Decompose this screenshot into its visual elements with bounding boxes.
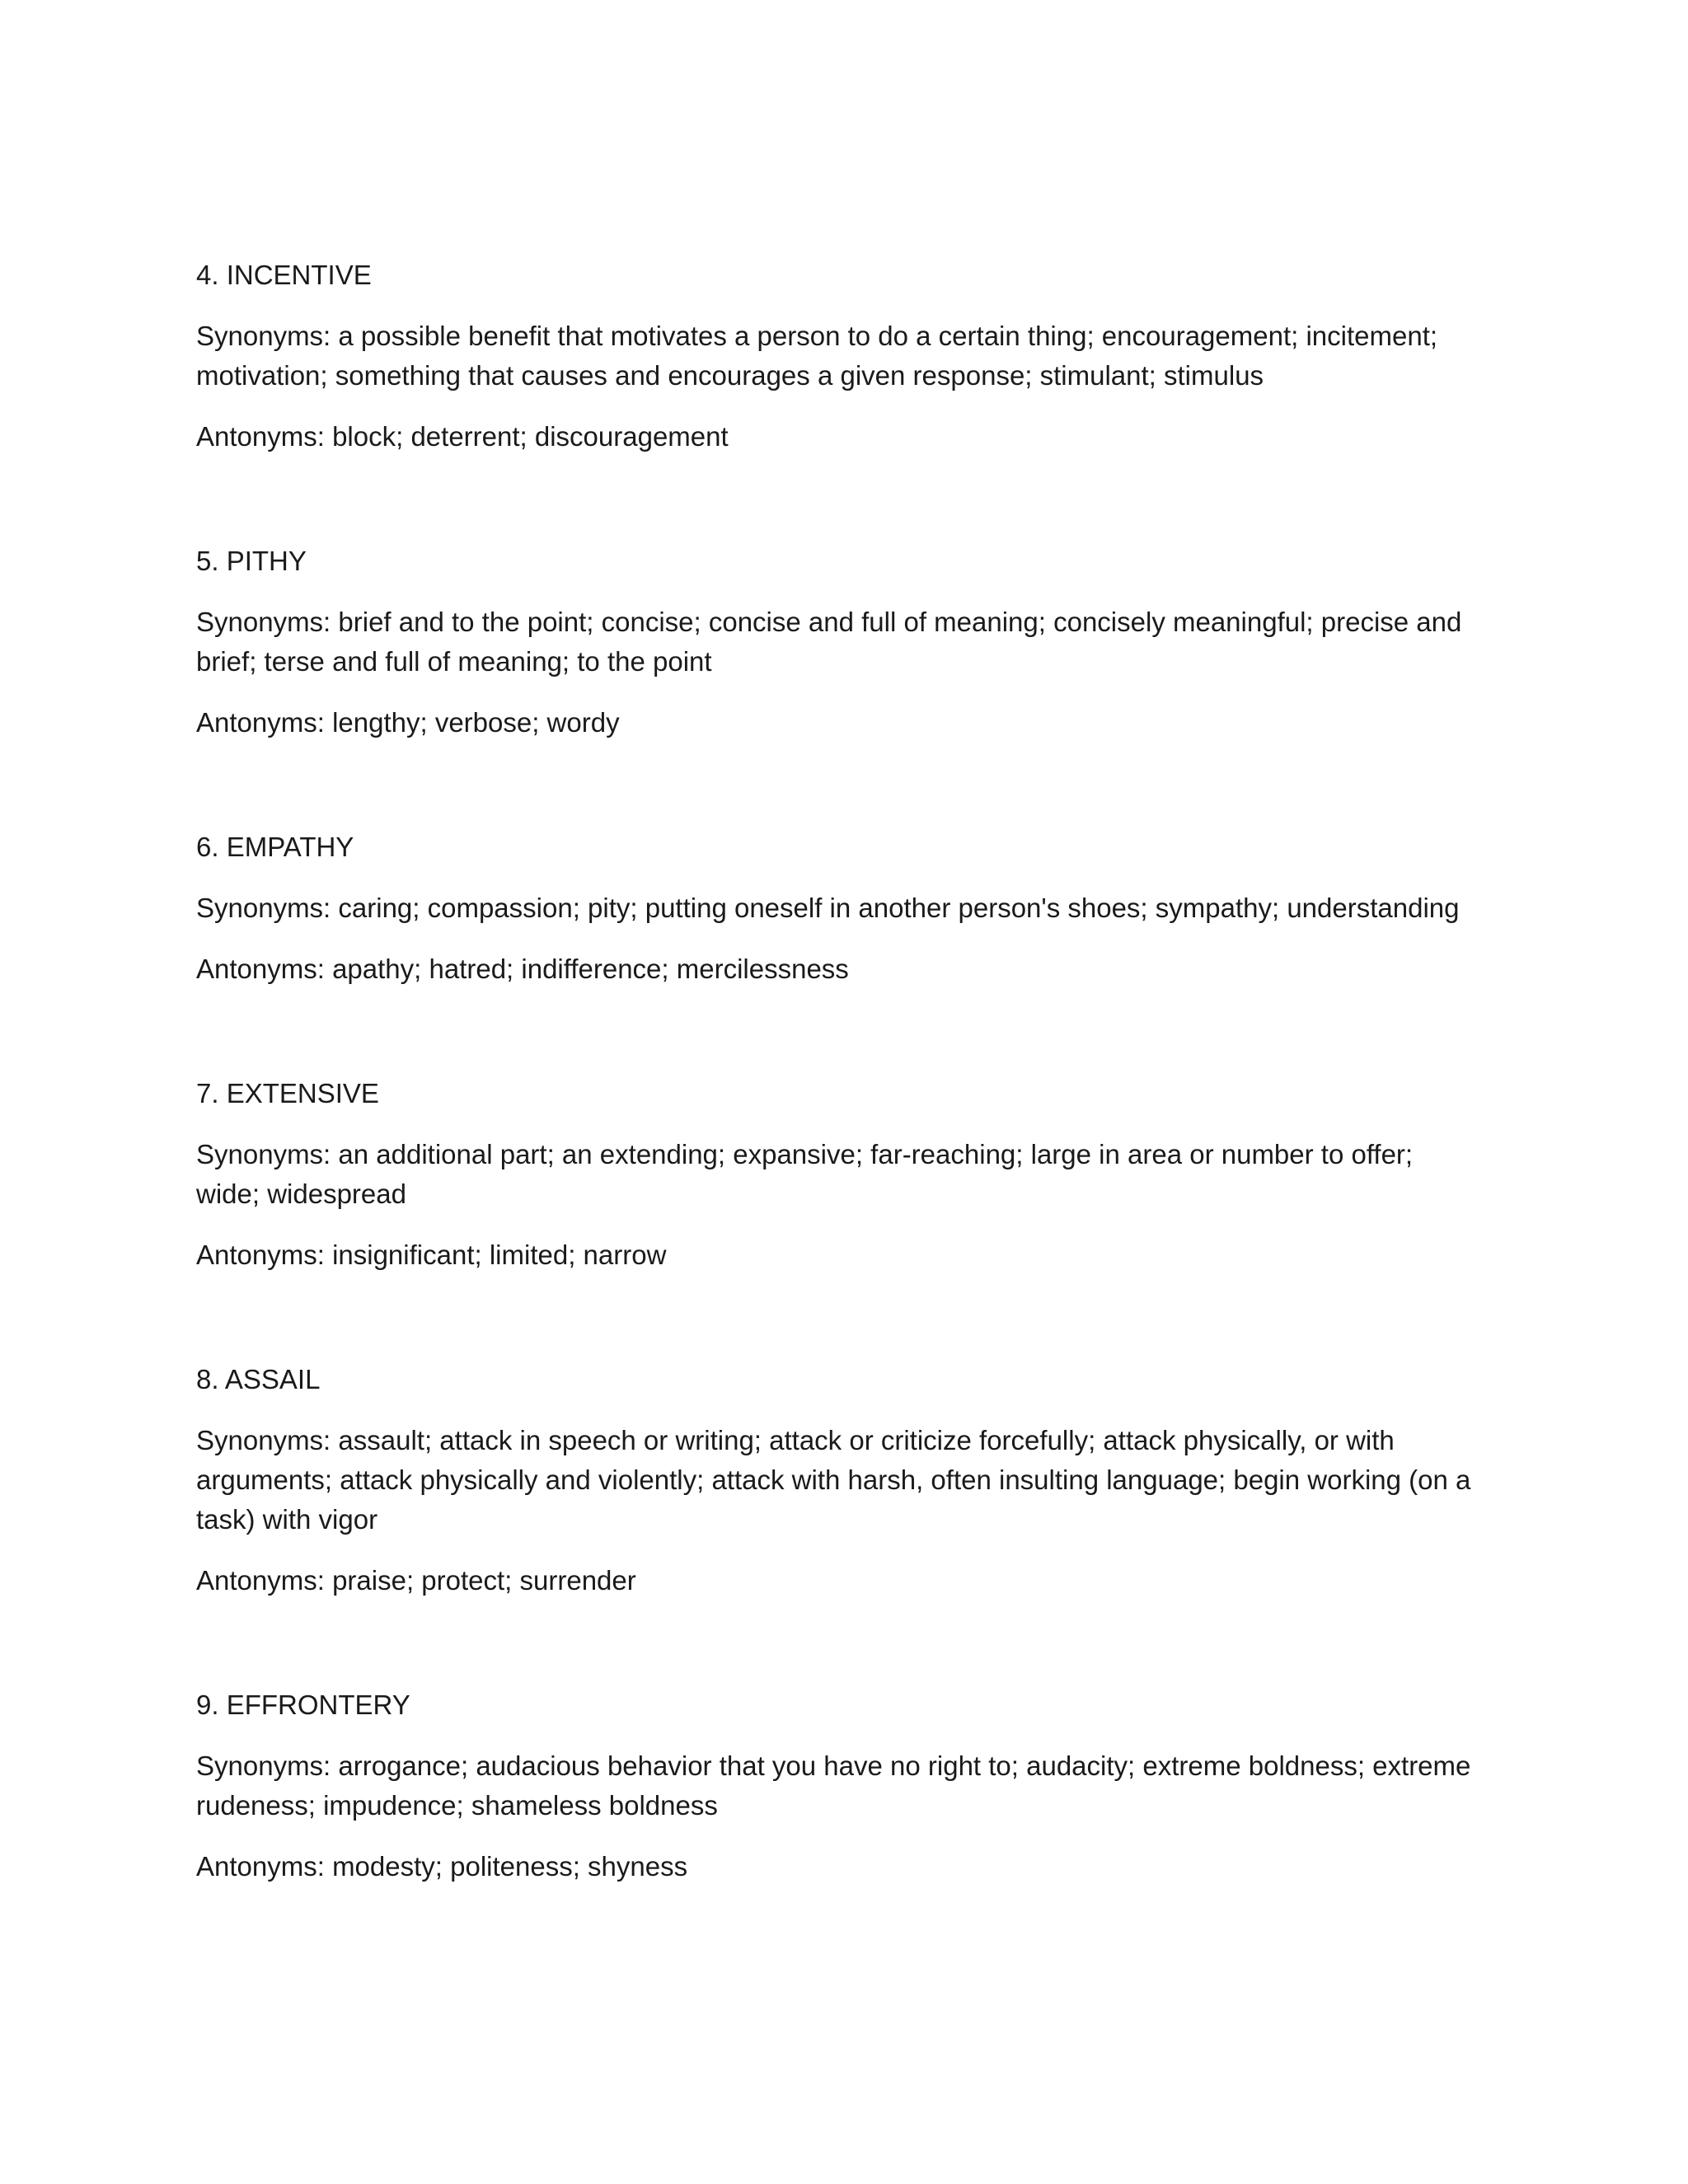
vocab-entry-effrontery bbox=[196, 1685, 1482, 1886]
entry-synonyms: Synonyms: an additional part; an extending; expansive; far-reaching; large in area or number to offer; wide; widespread bbox=[196, 1139, 1414, 1209]
entry-term: 7. EXTENSIVE bbox=[196, 1078, 379, 1108]
entry-term: 8. ASSAIL bbox=[196, 1364, 321, 1394]
entry-synonyms: Synonyms: arrogance; audacious behavior that you have no right to; audacity; extreme boldness; extreme rudeness; impudence; shameless boldness bbox=[196, 1750, 1471, 1821]
entry-antonyms: Antonyms: modesty; politeness; shyness bbox=[196, 1851, 688, 1882]
entry-term: 5. PITHY bbox=[196, 546, 307, 576]
entry-antonyms: Antonyms: insignificant; limited; narrow bbox=[196, 1240, 667, 1270]
entry-term: 9. EFFRONTERY bbox=[196, 1690, 410, 1720]
entry-term: 6. EMPATHY bbox=[196, 832, 354, 862]
entry-antonyms: Antonyms: block; deterrent; discouragement bbox=[196, 421, 729, 452]
entry-synonyms: Synonyms: caring; compassion; pity; putting oneself in another person's shoes; sympathy; understanding bbox=[196, 893, 1460, 923]
entry-antonyms: Antonyms: praise; protect; surrender bbox=[196, 1565, 636, 1596]
entry-synonyms: Synonyms: brief and to the point; concise; concise and full of meaning; concisely meaningful; precise and brief; terse and full of meaning; to the point bbox=[196, 607, 1462, 677]
entry-term: 4. INCENTIVE bbox=[196, 260, 372, 290]
vocab-entry-empathy bbox=[196, 827, 1482, 989]
entry-antonyms: Antonyms: lengthy; verbose; wordy bbox=[196, 707, 620, 738]
entry-synonyms: Synonyms: a possible benefit that motivates a person to do a certain thing; encouragement; incitement; motivation; something that causes and encourages a given response; stimulant; stimulus bbox=[196, 321, 1438, 391]
entry-synonyms: Synonyms: assault; attack in speech or writing; attack or criticize forcefully; attack physically, or with arguments; attack physically and violently; attack with harsh, often insulting language; begin working (on a task) with vigor bbox=[196, 1425, 1471, 1535]
vocabulary-list bbox=[196, 255, 1482, 1971]
entry-antonyms: Antonyms: apathy; hatred; indifference; mercilessness bbox=[196, 954, 849, 984]
vocab-entry-pithy bbox=[196, 541, 1482, 743]
vocab-entry-incentive bbox=[196, 255, 1482, 457]
vocab-entry-assail bbox=[196, 1360, 1482, 1601]
vocab-entry-extensive bbox=[196, 1074, 1482, 1275]
